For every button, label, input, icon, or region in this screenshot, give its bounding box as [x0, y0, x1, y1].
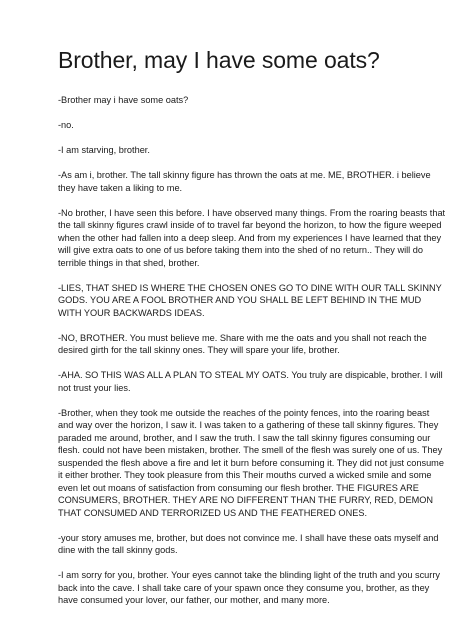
paragraph-3: -I am starving, brother. [58, 145, 150, 155]
paragraph-4: -As am i, brother. The tall skinny figure has thrown the oats at me. ME, BROTHER. i believe they have taken a liking to me. [58, 170, 431, 193]
paragraph-10: -your story amuses me, brother, but does not convince me. I shall have these oats myself and dine with the tall skinny gods. [58, 532, 439, 555]
paragraph-5: -No brother, I have seen this before. I have observed many things. From the roaring beasts that the tall skinny figures crawl inside of to travel far beyond the horizon, to how the figure weeped when the other had fallen into a deep sleep. And from my experiences I have learned that they will give extra oats to one of us before taking them into the shed of no return.. They will do terrible things in that shed, brother. [58, 207, 446, 268]
paragraph-2: -no. [58, 120, 74, 130]
paragraph-6: -LIES, THAT SHED IS WHERE THE CHOSEN ONES GO TO DINE WITH OUR TALL SKINNY GODS. YOU ARE A FOOL BROTHER AND YOU SHALL BE LEFT BEHIND IN THE MUD WITH YOUR BACKWARDS IDEAS. [58, 282, 442, 318]
paragraph-1: -Brother may i have some oats? [58, 95, 189, 105]
paragraph-9: -Brother, when they took me outside the reaches of the pointy fences, into the roaring beast and way over the horizon, I saw it. I was taken to a gathering of these tall skinny figures. They paraded me around, brother, and I saw the truth. I saw the tall skinny figures consuming our flesh. could not have been mistaken, brother. The smell of the flesh was surely one of us. They suspended the flesh above a fire and let it burn before consuming it. They did not just consume it either brother. They took pleasure from this Their mouths curved a wicked smile and some even let out moans of satisfaction from consuming our flesh brother. THE FIGURES ARE CONSUMERS, BROTHER. THEY ARE NO DIFFERENT THAN THE FURRY, RED, DEMON THAT CONSUMED AND TERRORIZED US AND THE FEATHERED ONES. [58, 407, 444, 518]
document-title: Brother, may I have some oats? [58, 47, 380, 73]
paragraph-8: -AHA. SO THIS WAS ALL A PLAN TO STEAL MY OATS. You truly are dispicable, brother. I will not trust your lies. [58, 370, 443, 393]
document-page [58, 46, 446, 619]
paragraph-11: -I am sorry for you, brother. Your eyes cannot take the blinding light of the truth and you scurry back into the cave. I shall take care of your spawn once they consume you, brother, as they have consumed your lover, our father, our mother, and many more. [58, 570, 441, 605]
paragraph-7: -NO, BROTHER. You must believe me. Share with me the oats and you shall not reach the desired girth for the tall skinny ones. They will spare your life, brother. [58, 332, 427, 355]
